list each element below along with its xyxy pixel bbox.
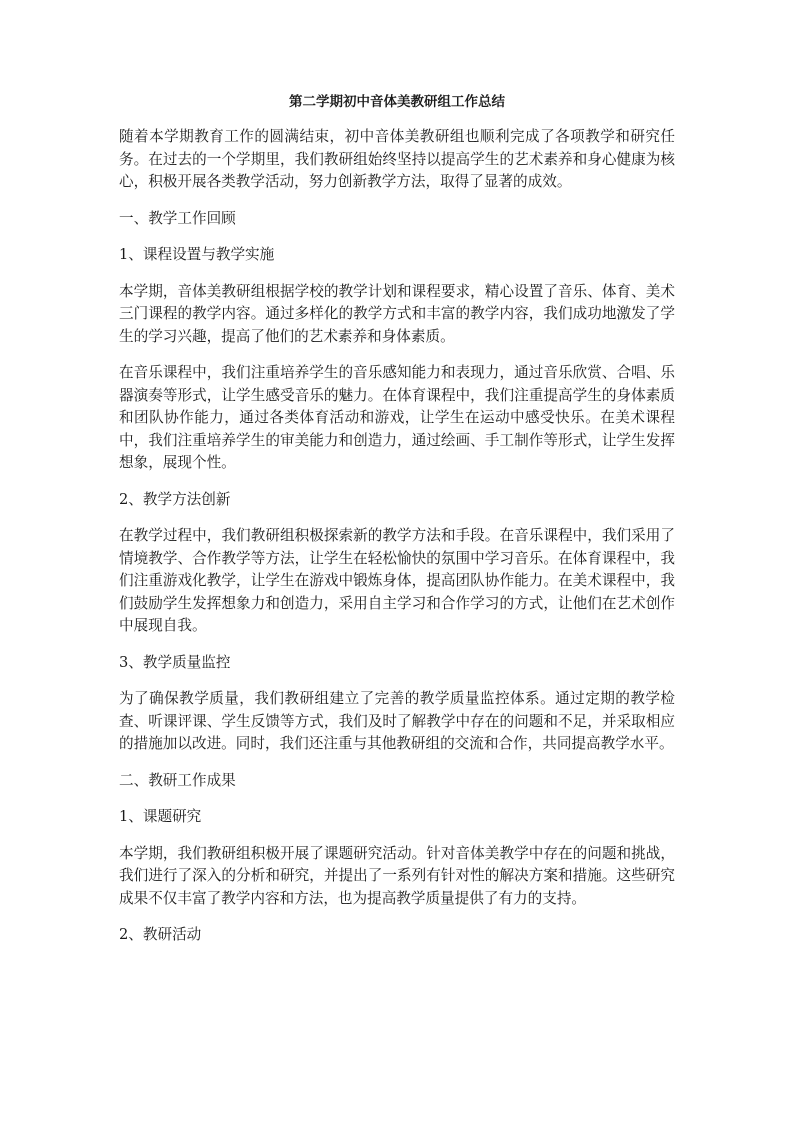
subheading-teaching-methods: 2、教学方法创新 xyxy=(119,490,231,508)
subheading-research-activities: 2、教研活动 xyxy=(119,926,202,943)
subheading-curriculum: 1、课程设置与教学实施 xyxy=(119,246,275,263)
paragraph-quality-monitoring: 为了确保教学质量，我们教研组建立了完善的教学质量监控体系。通过定期的教学检查、听课评课、学生反馈等方式，我们及时了解教学中存在的问题和不足，并采取相应的措施加以改进。同时，我们还注重与其他教研组的交流和合作，共同提高教学水平。 xyxy=(119,690,675,752)
section-heading-teaching-review: 一、教学工作回顾 xyxy=(119,209,236,227)
paragraph-teaching-methods: 在教学过程中，我们教研组积极探索新的教学方法和手段。在音乐课程中，我们采用了情境教学、合作教学等方法，让学生在轻松愉快的氛围中学习音乐。在体育课程中，我们注重游戏化教学，让学生在游戏中锻炼身体，提高团队协作能力。在美术课程中，我们鼓励学生发挥想象力和创造力，采用自主学习和合作学习的方式，让他们在艺术创作中展现自我。 xyxy=(119,527,675,634)
section-heading-research-results: 二、教研工作成果 xyxy=(119,771,236,789)
paragraph-curriculum-1: 本学期，音体美教研组根据学校的教学计划和课程要求，精心设置了音乐、体育、美术三门课程的教学内容。通过多样化的教学方式和丰富的教学内容，我们成功地激发了学生的学习兴趣，提高了他们的艺术素养和身体素质。 xyxy=(119,282,675,345)
subheading-topic-research: 1、课题研究 xyxy=(119,808,202,825)
document-page xyxy=(119,92,675,961)
document-title: 第二学期初中音体美教研组工作总结 xyxy=(289,94,505,110)
subheading-quality-monitoring: 3、教学质量监控 xyxy=(119,653,231,671)
intro-paragraph: 随着本学期教育工作的圆满结束，初中音体美教研组也顺利完成了各项教学和研究任务。在过去的一个学期里，我们教研组始终坚持以提高学生的艺术素养和身心健康为核心，积极开展各类教学活动，努力创新教学方法，取得了显著的成效。 xyxy=(119,128,675,190)
paragraph-curriculum-2: 在音乐课程中，我们注重培养学生的音乐感知能力和表现力，通过音乐欣赏、合唱、乐器演奏等形式，让学生感受音乐的魅力。在体育课程中，我们注重提高学生的身体素质和团队协作能力，通过各类体育活动和游戏，让学生在运动中感受快乐。在美术课程中，我们注重培养学生的审美能力和创造力，通过绘画、手工制作等形式，让学生发挥想象，展现个性。 xyxy=(119,364,675,471)
paragraph-topic-research: 本学期，我们教研组积极开展了课题研究活动。针对音体美教学中存在的问题和挑战，我们进行了深入的分析和研究，并提出了一系列有针对性的解决方案和措施。这些研究成果不仅丰富了教学内容和方法，也为提高教学质量提供了有力的支持。 xyxy=(119,844,675,907)
